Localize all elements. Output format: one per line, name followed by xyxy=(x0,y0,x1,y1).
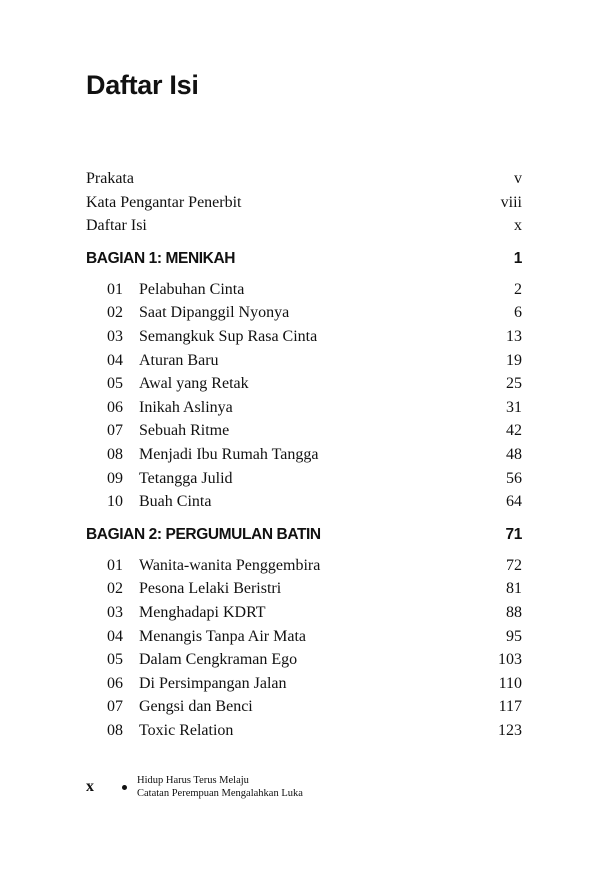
chapter-entry[interactable] xyxy=(86,648,522,672)
chapter-page: 2 xyxy=(514,280,522,298)
chapter-page: 64 xyxy=(506,493,522,511)
chapter-title: Wanita-wanita Penggembira xyxy=(139,556,321,574)
chapter-entry[interactable] xyxy=(86,349,522,373)
chapter-title: Buah Cinta xyxy=(139,493,212,511)
bullet-dot-icon xyxy=(122,785,127,790)
chapter-entry[interactable] xyxy=(86,601,522,625)
chapter-number: 08 xyxy=(107,721,123,739)
toc-entry-label: Daftar Isi xyxy=(86,217,147,235)
toc-entry-label: Kata Pengantar Penerbit xyxy=(86,193,242,211)
chapter-title: Gengsi dan Benci xyxy=(139,698,253,716)
chapter-entry[interactable] xyxy=(86,278,522,302)
toc-entry-page: v xyxy=(514,170,522,187)
chapter-title: Tetangga Julid xyxy=(139,469,233,487)
chapter-page: 110 xyxy=(498,674,522,692)
chapter-number: 03 xyxy=(107,327,123,345)
chapter-page: 31 xyxy=(506,398,522,416)
chapter-number: 05 xyxy=(107,375,123,393)
chapter-number: 06 xyxy=(107,674,123,692)
chapter-page: 42 xyxy=(506,422,522,440)
chapter-title: Inikah Aslinya xyxy=(139,398,233,416)
chapter-title: Pesona Lelaki Beristri xyxy=(139,580,282,598)
chapter-number: 10 xyxy=(107,493,123,511)
chapter-entry[interactable] xyxy=(86,672,522,696)
chapter-number: 07 xyxy=(107,698,123,716)
part-title: BAGIAN 1: MENIKAH xyxy=(86,249,236,267)
chapter-page: 123 xyxy=(498,721,522,739)
chapter-page: 13 xyxy=(506,327,522,345)
part-title: BAGIAN 2: PERGUMULAN BATIN xyxy=(86,525,321,543)
chapter-entry[interactable] xyxy=(86,554,522,578)
chapter-number: 01 xyxy=(107,280,123,298)
chapter-title: Menjadi Ibu Rumah Tangga xyxy=(139,445,319,463)
chapter-page: 48 xyxy=(506,445,522,463)
chapter-page: 81 xyxy=(506,580,522,598)
chapter-page: 103 xyxy=(498,651,522,669)
chapter-number: 09 xyxy=(107,469,123,487)
toc-entry-page: x xyxy=(514,217,522,235)
chapter-entry[interactable] xyxy=(86,325,522,349)
chapter-title: Menghadapi KDRT xyxy=(139,603,266,621)
chapter-title: Aturan Baru xyxy=(139,351,219,369)
toc-entry-label: Prakata xyxy=(86,170,134,187)
chapter-entry[interactable] xyxy=(86,490,522,514)
chapter-entry[interactable] xyxy=(86,625,522,649)
chapter-page: 56 xyxy=(506,469,522,487)
part-page: 71 xyxy=(505,525,522,543)
chapter-entry[interactable] xyxy=(86,301,522,325)
toc-entry-prakata[interactable] xyxy=(86,167,522,191)
toc-entry-daftar-isi[interactable] xyxy=(86,214,522,238)
chapter-title: Pelabuhan Cinta xyxy=(139,280,245,298)
chapter-title: Semangkuk Sup Rasa Cinta xyxy=(139,327,318,345)
chapter-entry[interactable] xyxy=(86,419,522,443)
chapter-title: Saat Dipanggil Nyonya xyxy=(139,304,290,322)
page-folio: x xyxy=(86,778,94,795)
chapter-number: 02 xyxy=(107,304,123,322)
chapter-title: Menangis Tanpa Air Mata xyxy=(139,627,306,645)
chapter-page: 117 xyxy=(498,698,522,716)
book-title: Hidup Harus Terus Melaju xyxy=(137,775,249,786)
chapter-number: 06 xyxy=(107,398,123,416)
chapter-title: Di Persimpangan Jalan xyxy=(139,674,287,692)
book-subtitle: Catatan Perempuan Mengalahkan Luka xyxy=(137,788,303,799)
chapter-title: Sebuah Ritme xyxy=(139,422,230,440)
chapter-entry[interactable] xyxy=(86,719,522,743)
chapter-number: 07 xyxy=(107,422,123,440)
chapter-entry[interactable] xyxy=(86,467,522,491)
table-of-contents xyxy=(86,167,522,742)
toc-entry-page: viii xyxy=(500,193,522,211)
chapter-title: Toxic Relation xyxy=(139,721,234,739)
chapter-title: Dalam Cengkraman Ego xyxy=(139,651,298,669)
chapter-page: 88 xyxy=(506,603,522,621)
chapter-number: 04 xyxy=(107,351,123,369)
chapter-entry[interactable] xyxy=(86,443,522,467)
chapter-page: 95 xyxy=(506,627,522,645)
chapter-page: 72 xyxy=(506,556,522,574)
chapter-entry[interactable] xyxy=(86,372,522,396)
chapter-number: 08 xyxy=(107,445,123,463)
chapter-number: 01 xyxy=(107,556,123,574)
chapter-title: Awal yang Retak xyxy=(139,375,249,393)
chapter-entry[interactable] xyxy=(86,396,522,420)
chapter-number: 04 xyxy=(107,627,123,645)
part-page: 1 xyxy=(513,249,522,267)
page-footer xyxy=(86,774,303,800)
chapter-entry[interactable] xyxy=(86,577,522,601)
part-heading-1[interactable] xyxy=(86,247,522,271)
chapter-entry[interactable] xyxy=(86,695,522,719)
part-heading-2[interactable] xyxy=(86,523,522,547)
chapter-page: 25 xyxy=(506,375,522,393)
chapter-number: 05 xyxy=(107,651,123,669)
chapter-number: 03 xyxy=(107,603,123,621)
running-footer xyxy=(137,774,303,800)
chapter-page: 19 xyxy=(506,351,522,369)
chapter-page: 6 xyxy=(514,304,522,322)
toc-entry-kata-pengantar[interactable] xyxy=(86,191,522,215)
page-title: Daftar Isi xyxy=(86,70,199,100)
chapter-number: 02 xyxy=(107,580,123,598)
